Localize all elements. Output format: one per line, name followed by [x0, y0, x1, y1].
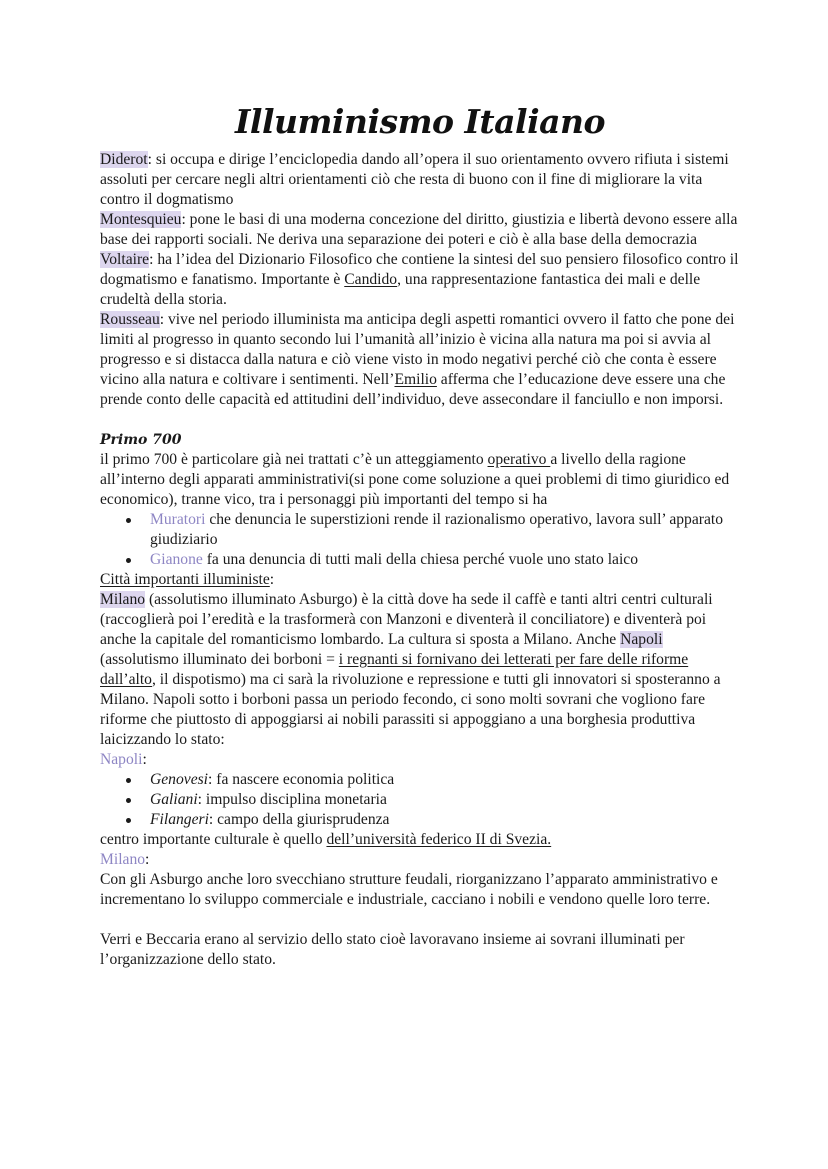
highlighted-term: Rousseau: [100, 311, 160, 328]
primo-700-list: [100, 510, 740, 570]
list-item: Genovesi: fa nascere economia politica: [150, 770, 740, 790]
list-item: Filangeri: campo della giurisprudenza: [150, 810, 740, 830]
paragraph-milano: Con gli Asburgo anche loro svecchiano strutture feudali, riorganizzano l’apparato amministrativo e incrementano lo sviluppo commerciale e industriale, cacciano i nobili e vendono quelle loro terre.: [100, 871, 718, 908]
page-title: Illuminismo Italiano: [235, 102, 605, 141]
list-item: Gianone fa una denuncia di tutti mali della chiesa perché vuole uno stato laico: [150, 550, 740, 570]
highlighted-term: Montesquieu: [100, 211, 182, 228]
spacer: [100, 910, 740, 930]
highlighted-term: Diderot: [100, 151, 148, 168]
paragraph-diderot: Diderot: si occupa e dirige l’enciclopedia dando all’opera il suo orientamento ovvero rifiuta i sistemi assoluti per cercare negli altri orientamenti ciò che resta di buono con il fine di migliorare la vita contro il dogmatismo: [100, 151, 729, 208]
list-item: Galiani: impulso disciplina monetaria: [150, 790, 740, 810]
document-page: [100, 100, 740, 970]
paragraph-primo-700: il primo 700 è particolare già nei trattati c’è un atteggiamento operativo a livello della ragione all’interno degli apparati amministrativi(si pone come soluzione a quei problemi di timo giuridico ed economico), tranne vico, tra i personaggi più importanti del tempo si ha: [100, 451, 730, 508]
napoli-list: [100, 770, 740, 830]
highlighted-term: Voltaire: [100, 251, 150, 268]
napoli-label: Napoli:: [100, 751, 147, 768]
paragraph-closing: Verri e Beccaria erano al servizio dello stato cioè lavoravano insieme ai sovrani illuminati per l’organizzazione dello stato.: [100, 931, 685, 968]
spacer: [100, 410, 740, 430]
section-heading-primo-700: Primo 700: [100, 432, 182, 448]
paragraph-centro: centro importante culturale è quello dell’università federico II di Svezia.: [100, 831, 552, 848]
paragraph-rousseau: Rousseau: vive nel periodo illuminista ma anticipa degli aspetti romantici ovvero il fatto che pone dei limiti al progresso in quanto secondo lui l’umanità all’inizio è vicina alla natura ma poi si avvia al progresso e si distacca dalla natura e ciò viene visto in modo negativi perché ciò che conta è essere vicino alla natura e coltivare i sentimenti. Nell’Emilio afferma che l’educazione deve essere una che prende conto delle capacità ed attitudini dell’individuo, deve assecondare il fanciullo e non imporsi.: [100, 311, 735, 408]
underlined-title: Candido: [344, 271, 398, 288]
list-item: Muratori che denuncia le superstizioni rende il razionalismo operativo, lavora sull’ apparato giudiziario: [150, 510, 740, 550]
paragraph-montesquieu: Montesquieu: pone le basi di una moderna concezione del diritto, giustizia e libertà devono essere alla base dei rapporti sociali. Ne deriva una separazione dei poteri e ciò è alla base della democrazia: [100, 211, 738, 248]
citta-heading: Città importanti illuministe:: [100, 571, 275, 588]
milano-label: Milano:: [100, 851, 150, 868]
underlined-title: Emilio: [394, 371, 437, 388]
paragraph-voltaire: Voltaire: ha l’idea del Dizionario Filosofico che contiene la sintesi del suo pensiero filosofico contro il dogmatismo e fanatismo. Importante è Candido, una rappresentazione fantastica dei mali e delle crudeltà della storia.: [100, 251, 739, 308]
paragraph-citta: Milano (assolutismo illuminato Asburgo) è la città dove ha sede il caffè e tanti altri centri culturali (raccoglierà poi l’eredità e la trasformerà con Manzoni e diventerà il conciliatore) e diventerà poi anche la capitale del romanticismo lombardo. La cultura si sposta a Milano. Anche Napoli (assolutismo illuminato dei borboni = i regnanti si fornivano dei letterati per fare delle riforme dall’alto, il dispotismo) ma ci sarà la rivoluzione e repressione e tutti gli innovatori si sposteranno a Milano. Napoli sotto i borboni passa un periodo fecondo, ci sono molti sovrani che vogliono fare riforme che piuttosto di appoggiarsi ai nobili parassiti si appoggiano a una borghesia produttiva laicizzando lo stato:: [100, 591, 721, 748]
